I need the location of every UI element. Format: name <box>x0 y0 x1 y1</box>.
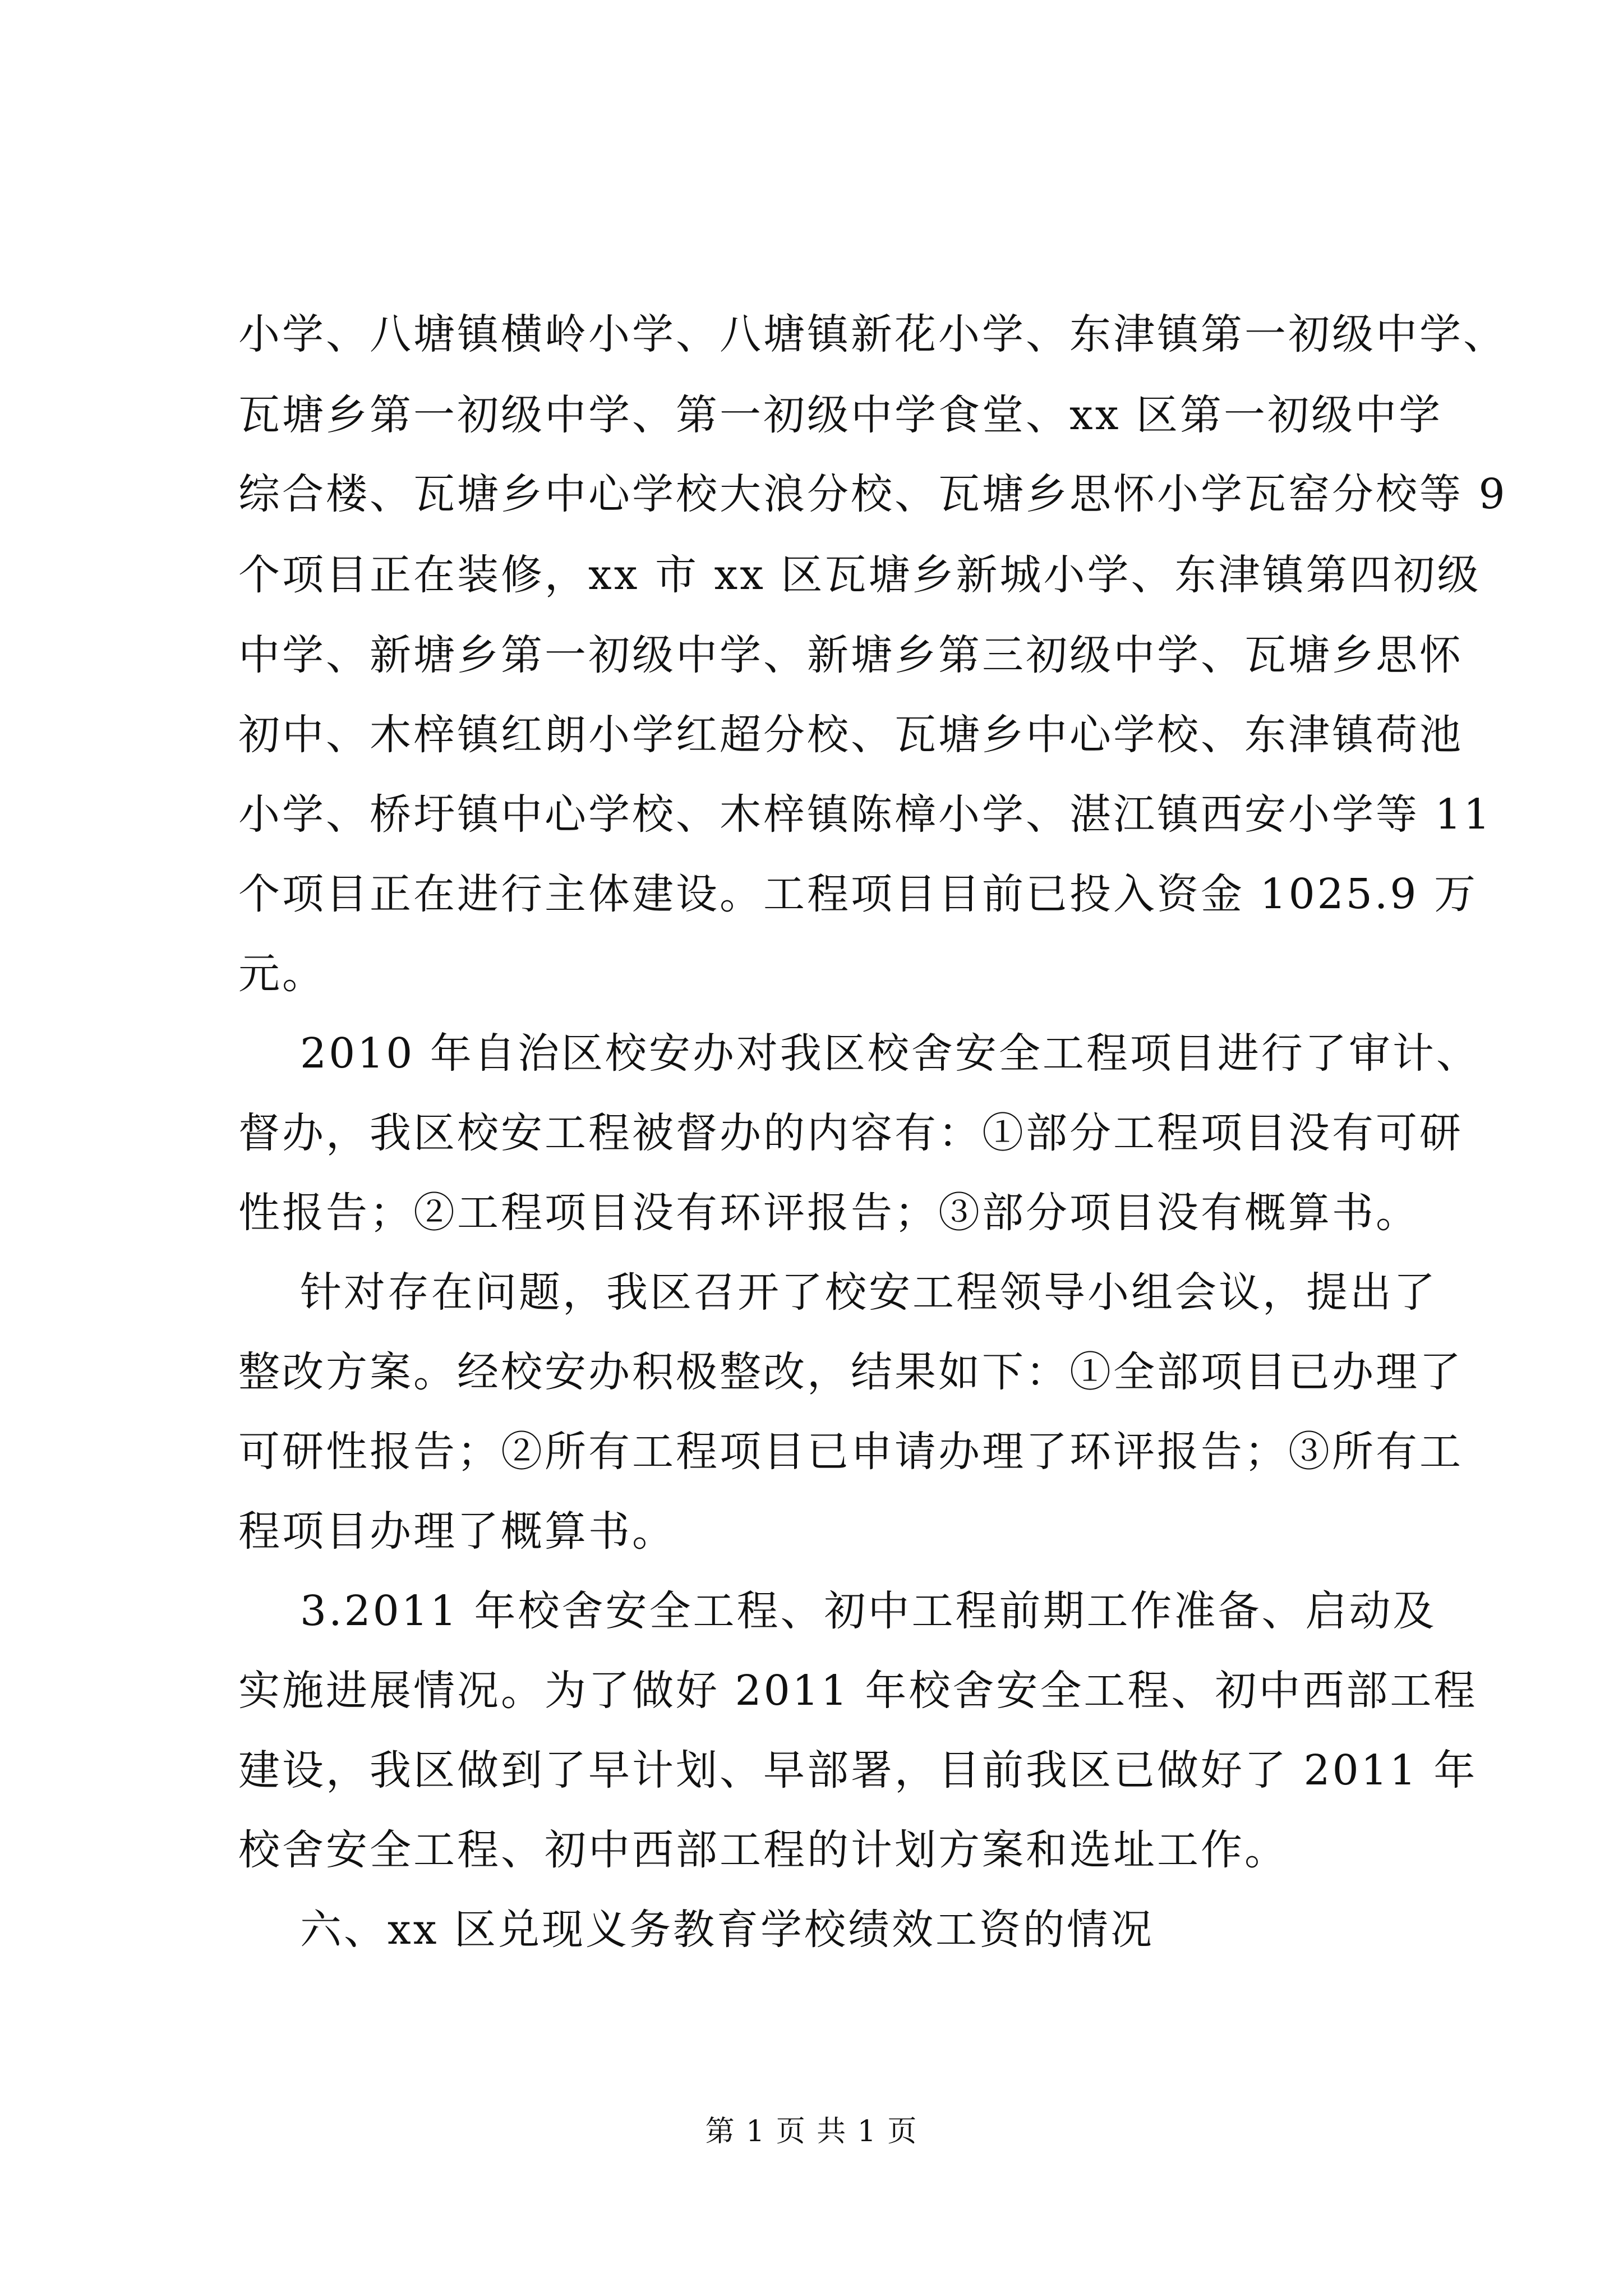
paragraph-4-line-4: 校舍安全工程、初中西部工程的计划方案和选址工作。 <box>238 1826 1288 1874</box>
text-line-5: 中学、新塘乡第一初级中学、新塘乡第三初级中学、瓦塘乡思怀 <box>238 631 1463 679</box>
paragraph-3-line-2: 整改方案。经校安办积极整改，结果如下：①全部项目已办理了 <box>238 1348 1463 1396</box>
paragraph-3-line-3: 可研性报告；②所有工程项目已申请办理了环评报告；③所有工 <box>238 1428 1463 1476</box>
text-line-4: 个项目正在装修，xx 市 xx 区瓦塘乡新城小学、东津镇第四初级 <box>238 551 1481 599</box>
paragraph-3-line-1: 针对存在问题，我区召开了校安工程领导小组会议，提出了 <box>300 1268 1437 1317</box>
paragraph-3-line-4: 程项目办理了概算书。 <box>238 1507 676 1556</box>
paragraph-4-line-2: 实施进展情况。为了做好 2011 年校舍安全工程、初中西部工程 <box>238 1667 1478 1715</box>
page-footer: 第 1 页 共 1 页 <box>705 2115 918 2148</box>
text-line-2: 瓦塘乡第一初级中学、第一初级中学食堂、xx 区第一初级中学 <box>238 391 1442 439</box>
paragraph-2-line-1: 2010 年自治区校安办对我区校舍安全工程项目进行了审计、 <box>300 1029 1480 1078</box>
text-line-1: 小学、八塘镇横岭小学、八塘镇新花小学、东津镇第一初级中学、 <box>238 310 1507 358</box>
text-line-8: 个项目正在进行主体建设。工程项目目前已投入资金 1025.9 万 <box>238 870 1478 918</box>
text-line-6: 初中、木梓镇红朗小学红超分校、瓦塘乡中心学校、东津镇荷池 <box>238 711 1463 759</box>
paragraph-2-line-2: 督办，我区校安工程被督办的内容有：①部分工程项目没有可研 <box>238 1109 1463 1157</box>
text-line-9: 元。 <box>238 950 326 998</box>
text-line-7: 小学、桥圩镇中心学校、木梓镇陈樟小学、湛江镇西安小学等 11 <box>238 790 1492 839</box>
paragraph-2-line-3: 性报告；②工程项目没有环评报告；③部分项目没有概算书。 <box>238 1189 1419 1237</box>
section-heading: 六、xx 区兑现义务教育学校绩效工资的情况 <box>300 1906 1154 1954</box>
paragraph-4-line-3: 建设，我区做到了早计划、早部署，目前我区已做好了 2011 年 <box>238 1746 1478 1795</box>
text-line-3: 综合楼、瓦塘乡中心学校大浪分校、瓦塘乡思怀小学瓦窑分校等 9 <box>238 470 1507 518</box>
paragraph-4-line-1: 3.2011 年校舍安全工程、初中工程前期工作准备、启动及 <box>300 1587 1437 1635</box>
